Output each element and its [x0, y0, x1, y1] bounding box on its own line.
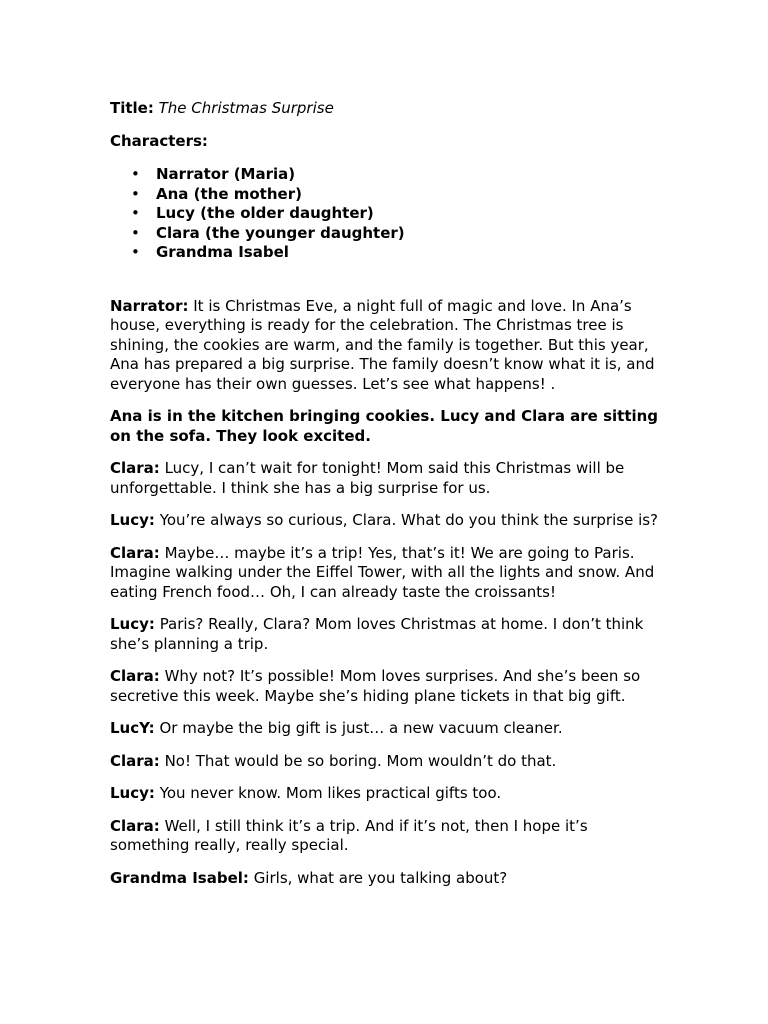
- dialogue-text: Why not? It’s possible! Mom loves surprises. And she’s been so secretive this week. Maybe she’s hiding plane tickets in that big gift.: [110, 667, 641, 705]
- character-name: Lucy (the older daughter): [156, 204, 374, 222]
- dialogue-text: No! That would be so boring. Mom wouldn’t do that.: [164, 751, 557, 770]
- dialogue-text: You never know. Mom likes practical gifts too.: [159, 784, 502, 802]
- speaker-name: Clara:: [110, 543, 160, 562]
- bullet-icon: •: [131, 165, 140, 183]
- bullet-icon: •: [131, 204, 140, 222]
- character-list-item: [110, 185, 670, 205]
- dialogue-line: [110, 784, 670, 804]
- character-list-item: [110, 243, 670, 263]
- speaker-name: Clara:: [110, 459, 160, 477]
- dialogue-line: [110, 869, 670, 889]
- dialogue-text: Or maybe the big gift is just… a new vacuum cleaner.: [159, 719, 563, 737]
- character-name: Ana (the mother): [156, 184, 302, 203]
- dialogue-text: Girls, what are you talking about?: [253, 868, 508, 887]
- dialogue-text: Lucy, I can’t wait for tonight! Mom said this Christmas will be unforgettable. I think she has a big surprise for us.: [110, 459, 625, 497]
- dialogue-line: [110, 615, 670, 654]
- character-name: Clara (the younger daughter): [156, 223, 405, 242]
- dialogue-text: Paris? Really, Clara? Mom loves Christmas at home. I don’t think she’s planning a trip.: [110, 615, 644, 653]
- dialogue-line: [110, 817, 670, 856]
- dialogue-line: [110, 459, 670, 498]
- character-list-item: [110, 204, 670, 224]
- stage-direction: Ana is in the kitchen bringing cookies. Lucy and Clara are sitting on the sofa. They look excited.: [110, 407, 659, 445]
- characters-heading: Characters:: [110, 131, 208, 150]
- title-label: Title:: [110, 99, 154, 117]
- bullet-icon: •: [131, 223, 140, 242]
- speaker-name: LucY:: [110, 719, 155, 737]
- dialogue-text: Maybe… maybe it’s a trip! Yes, that’s it! We are going to Paris. Imagine walking under the Eiffel Tower, with all the lights and snow. And eating French food… Oh, I can already taste the croissants!: [110, 543, 655, 601]
- character-list: [110, 165, 670, 263]
- title-line: [110, 99, 670, 119]
- dialogue-text: Well, I still think it’s a trip. And if it’s not, then I hope it’s something really, really special.: [110, 816, 588, 854]
- speaker-name: Lucy:: [110, 784, 155, 802]
- bullet-icon: •: [131, 184, 140, 203]
- document-page: [110, 99, 670, 901]
- dialogue-line: [110, 297, 670, 395]
- dialogue-text: You’re always so curious, Clara. What do you think the surprise is?: [159, 511, 659, 529]
- character-list-item: [110, 165, 670, 185]
- dialogue-line: [110, 719, 670, 739]
- speaker-name: Clara:: [110, 667, 160, 685]
- dialogue-line: [110, 544, 670, 603]
- speaker-name: Narrator:: [110, 296, 189, 315]
- dialogue-line: [110, 752, 670, 772]
- speaker-name: Lucy:: [110, 511, 155, 529]
- dialogue-line: [110, 667, 670, 706]
- speaker-name: Lucy:: [110, 615, 155, 633]
- play-title: The Christmas Surprise: [158, 99, 334, 117]
- character-name: Narrator (Maria): [156, 165, 296, 183]
- dialogue-text: It is Christmas Eve, a night full of magic and love. In Ana’s house, everything is ready for the celebration. The Christmas tree is shining, the cookies are warm, and the family is together. But this year, Ana has prepared a big surprise. The family doesn’t know what it is, and everyone has their own guesses. Let’s see what happens! .: [110, 296, 655, 393]
- speaker-name: Grandma Isabel:: [110, 868, 249, 887]
- dialogue-line: [110, 511, 670, 531]
- bullet-icon: •: [131, 243, 140, 261]
- character-list-item: [110, 224, 670, 244]
- speaker-name: Clara:: [110, 751, 160, 770]
- character-name: Grandma Isabel: [156, 243, 289, 261]
- speaker-name: Clara:: [110, 816, 160, 835]
